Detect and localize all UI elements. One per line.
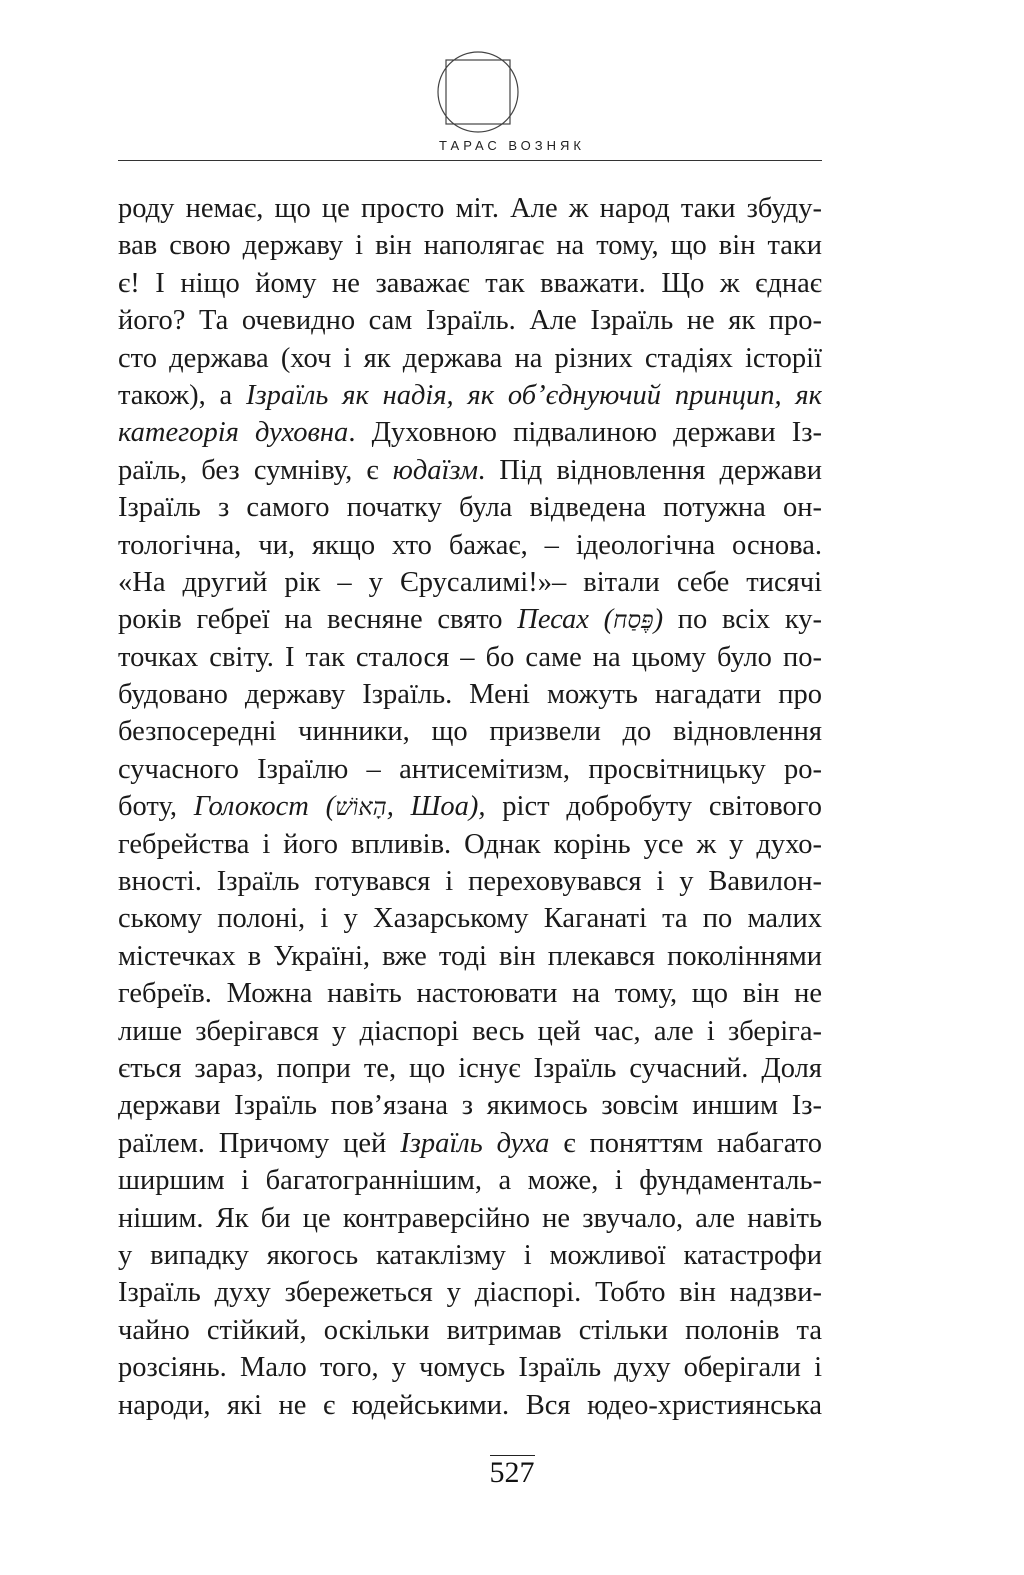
text-line [118, 1013, 822, 1050]
text-line [118, 527, 822, 564]
text-segment: Ізраїль з самого початку була відведена потужна он- [118, 492, 822, 524]
text-segment: раїлем. Причому цей [118, 1127, 401, 1159]
text-segment: ському полоні, і у Хазарському Каганаті та по малих [118, 903, 822, 935]
running-head-author: ТАРАС ВОЗНЯК [439, 138, 585, 153]
text-segment: народи, які не є юдейськими. Вся юдео-християнська [118, 1389, 822, 1421]
text-segment: є! І ніщо йому не заважає так вважати. Що ж єднає [118, 267, 822, 299]
text-segment: нішим. Як би це контраверсійно не звучало, але навіть [118, 1202, 822, 1234]
text-segment: роду немає, що це просто міт. Але ж народ таки збуду- [118, 193, 822, 224]
italic-phrase: , Шоа), [386, 791, 486, 823]
text-line [118, 190, 822, 227]
italic-phrase: категорія духовна [118, 417, 349, 449]
text-segment: Ізраїль духу збережеться у діаспорі. Тобто він надзви- [118, 1277, 822, 1309]
text-segment: тологічна, чи, якщо хто бажає, – ідеологічна основа. [118, 529, 822, 561]
text-line [118, 900, 822, 937]
text-segment: містечках в Україні, вже тоді він плекався поколіннями [118, 940, 822, 972]
text-segment: ється зараз, попри те, що існує Ізраїль сучасний. Доля [118, 1052, 822, 1084]
text-line [118, 302, 822, 339]
text-line [118, 452, 822, 489]
italic-phrase: Ізраїль духа [400, 1127, 550, 1159]
text-line [118, 414, 822, 451]
text-segment: є поняттям набагато [549, 1127, 822, 1159]
text-line [118, 265, 822, 302]
text-line [118, 1349, 822, 1386]
header-divider [118, 160, 822, 161]
text-line [118, 377, 822, 414]
text-segment: років гебреї на весняне свято [118, 604, 518, 636]
text-segment: розсіянь. Мало того, у чомусь Ізраїль духу оберігали і [118, 1352, 822, 1384]
text-line [118, 489, 822, 526]
text-line [118, 639, 822, 676]
italic-phrase: Ізраїль як надія, як об’єднуючий принцип, як [245, 379, 822, 411]
text-segment: його? Та очевидно сам Ізраїль. Але Ізраїль не як про- [118, 305, 822, 337]
italic-phrase: Голокост ( [193, 791, 336, 823]
text-segment: безпосередні чинники, що призвели до відновлення [118, 716, 822, 748]
text-segment: . Під відновлення держави [478, 454, 822, 486]
hebrew-word: הָאוֹשׁ [335, 793, 387, 822]
page-number-container [0, 1455, 1024, 1490]
text-segment: держави Ізраїль пов’язана з якимось зовсім иншим Із- [118, 1090, 822, 1122]
text-line [118, 938, 822, 975]
text-line [118, 713, 822, 750]
text-segment: боту, [118, 791, 194, 823]
italic-phrase: ) [653, 604, 664, 636]
text-segment: ширшим і багатограннішим, а може, і фундаменталь- [118, 1165, 822, 1197]
text-segment: вності. Ізраїль готувався і переховувався і у Вавилон- [118, 866, 822, 898]
page-number: 527 [489, 1456, 535, 1489]
text-segment: по всіх ку- [663, 604, 822, 636]
text-line [118, 1312, 822, 1349]
text-line [118, 975, 822, 1012]
text-segment: гебреїв. Можна навіть настоювати на тому, що він не [118, 978, 822, 1010]
text-line [118, 1200, 822, 1237]
text-segment: ріст добробуту світового [485, 791, 822, 823]
text-segment: вав свою державу і він наполягає на тому, що він таки [118, 230, 822, 262]
text-segment: «На другий рік – у Єрусалимі!»– вітали себе тисячі [118, 566, 822, 598]
text-segment: сто держава (хоч і як держава на різних стадіях історії [118, 342, 822, 374]
text-line [118, 1125, 822, 1162]
text-line [118, 601, 822, 638]
italic-phrase: юдаїзм [392, 454, 479, 486]
text-segment: будовано державу Ізраїль. Мені можуть нагадати про [118, 679, 822, 711]
hebrew-word: פֶּסַח [613, 606, 654, 635]
text-line [118, 826, 822, 863]
italic-phrase: Песах ( [517, 604, 614, 636]
text-line [118, 1050, 822, 1087]
text-segment: лише зберігався у діаспорі весь цей час, але і зберіга- [118, 1015, 822, 1047]
text-line [118, 227, 822, 264]
text-line [118, 1087, 822, 1124]
text-line [118, 340, 822, 377]
text-line [118, 1274, 822, 1311]
text-line [118, 751, 822, 788]
text-segment: у випадку якогось катаклізму і можливої катастрофи [118, 1239, 822, 1271]
text-line [118, 676, 822, 713]
text-line [118, 564, 822, 601]
text-segment: також), а [118, 379, 246, 411]
text-segment: гебрейства і його впливів. Однак корінь усе ж у духо- [118, 828, 822, 860]
text-line [118, 1387, 822, 1424]
text-line [118, 788, 822, 825]
text-segment: сучасного Ізраїлю – антисемітизм, просвітницьку ро- [118, 753, 822, 785]
text-segment: раїль, без сумніву, є [118, 454, 393, 486]
text-segment: . Духовною підвалиною держави Із- [348, 417, 822, 449]
body-text [118, 190, 822, 1424]
text-segment: чайно стійкий, оскільки витримав стільки полонів та [118, 1314, 822, 1346]
text-line [118, 1162, 822, 1199]
circle-square-emblem-icon [436, 50, 520, 134]
text-line [118, 1237, 822, 1274]
text-segment: точках світу. І так сталося – бо саме на цьому було по- [118, 641, 822, 673]
text-line [118, 863, 822, 900]
